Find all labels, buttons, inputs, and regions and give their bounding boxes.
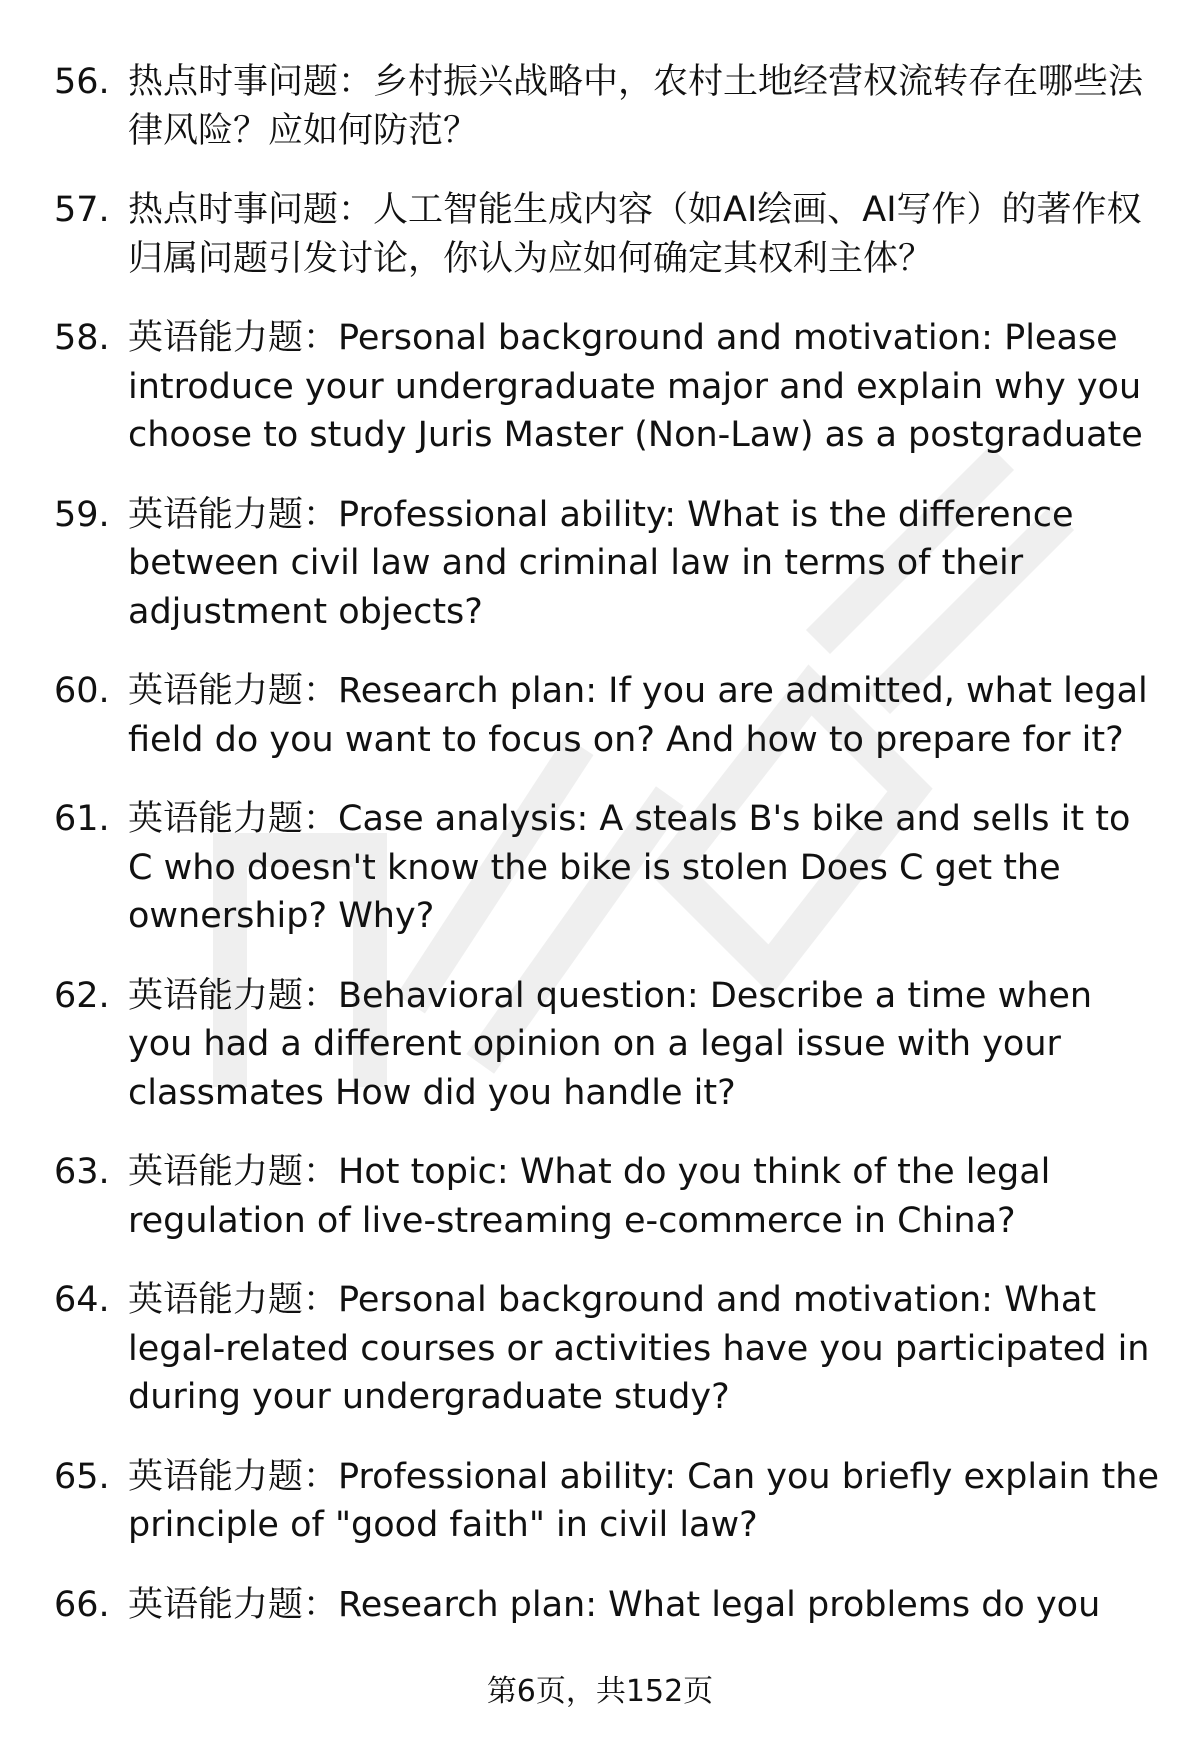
question-text: 热点时事问题：人工智能生成内容（如AI绘画、AI写作）的著作权归属问题引发讨论，你认为应如何确定其权利主体？	[128, 190, 1142, 279]
question-text: 英语能力题：Professional ability: What is the difference between civil law and criminal law in terms of their adjustment objects?	[128, 494, 1074, 632]
question-text: 英语能力题：Behavioral question: Describe a time when you had a different opinion on a legal issue with your classmates How did you handle it?	[128, 975, 1093, 1113]
question-item	[0, 972, 1200, 1118]
question-text: 英语能力题：Personal background and motivation: What legal-related courses or activities have you participated in during your undergraduate study?	[128, 1280, 1150, 1417]
question-item	[0, 795, 1200, 941]
question-number: 56.	[54, 62, 110, 102]
question-item	[0, 1276, 1200, 1422]
question-list	[0, 58, 1200, 1660]
question-text: 英语能力题：Research plan: If you are admitted, what legal field do you want to focus on? And how to prepare for it?	[128, 671, 1148, 760]
question-item	[0, 1453, 1200, 1550]
page-number-footer: 第6页，共152页	[486, 1674, 714, 1709]
question-item	[0, 186, 1200, 283]
question-number: 61.	[54, 799, 110, 839]
question-number: 59.	[54, 494, 110, 535]
question-number: 63.	[54, 1152, 110, 1192]
question-number: 66.	[54, 1584, 110, 1625]
question-text: 英语能力题：Professional ability: Can you briefly explain the principle of "good faith" in civil law?	[128, 1456, 1159, 1545]
question-number: 58.	[54, 318, 110, 358]
question-number: 65.	[54, 1456, 110, 1497]
question-number: 62.	[54, 975, 110, 1016]
question-text: 英语能力题：Case analysis: A steals B's bike and sells it to C who doesn't know the bike is stolen Does C get the ownership? Why?	[128, 799, 1131, 936]
question-item	[0, 1581, 1200, 1630]
question-text: 英语能力题：Research plan: What legal problems do you	[128, 1584, 1101, 1625]
question-text: 英语能力题：Hot topic: What do you think of the legal regulation of live-streaming e-commerce in China?	[128, 1152, 1051, 1241]
question-number: 60.	[54, 671, 110, 711]
question-number: 64.	[54, 1280, 110, 1320]
question-text: 热点时事问题：乡村振兴战略中，农村土地经营权流转存在哪些法律风险？应如何防范？	[128, 62, 1144, 151]
question-item	[0, 314, 1200, 460]
question-item	[0, 667, 1200, 764]
question-item	[0, 58, 1200, 155]
question-item	[0, 1148, 1200, 1245]
question-item	[0, 491, 1200, 637]
question-text: 英语能力题：Personal background and motivation: Please introduce your undergraduate major and explain why you choose to study Juris Master (Non-Law) as a postgraduate	[128, 318, 1143, 455]
question-number: 57.	[54, 190, 110, 230]
